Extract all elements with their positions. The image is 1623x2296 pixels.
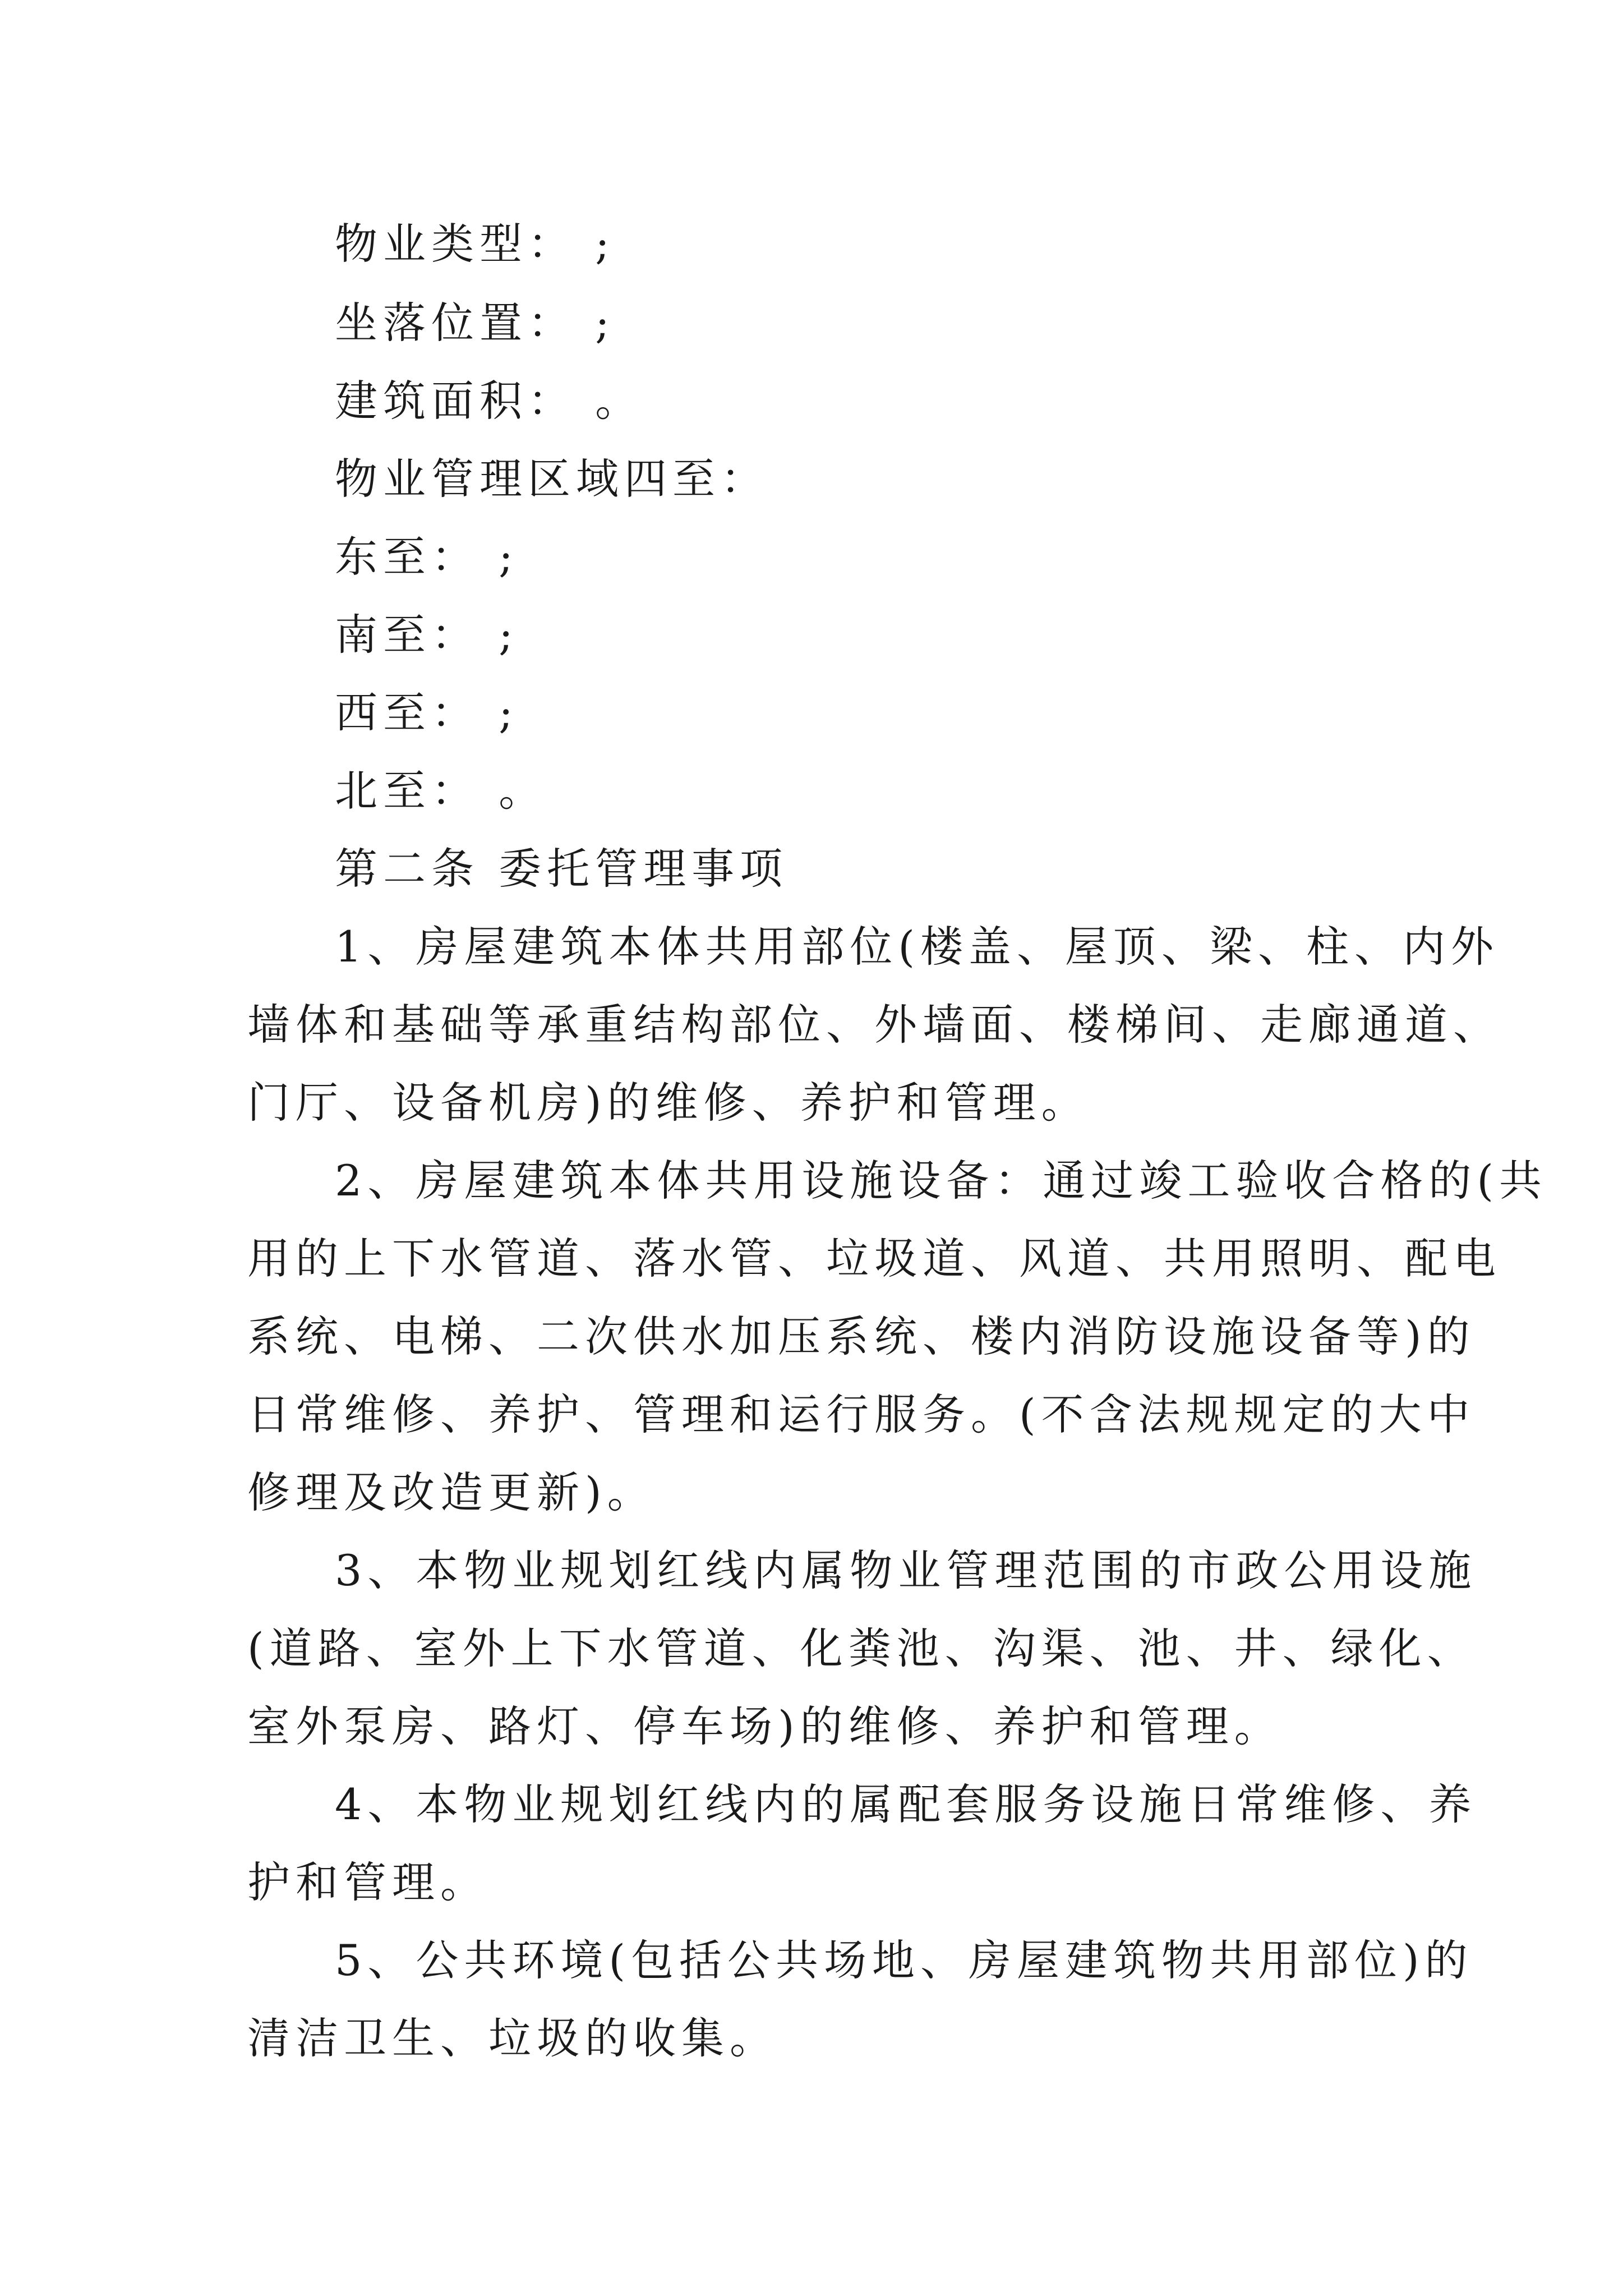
item-1-line-3: 门厅、设备机房)的维修、养护和管理。: [247, 1078, 1090, 1128]
item-3-line-2: (道路、室外上下水管道、化粪池、沟渠、池、井、绿化、: [247, 1623, 1476, 1673]
item-4-line-2: 护和管理。: [247, 1857, 488, 1907]
field-east-boundary: 东至： ;: [335, 532, 519, 582]
item-5-line-2: 清洁卫生、垃圾的收集。: [247, 2013, 778, 2063]
item-1-line-2: 墙体和基础等承重结构部位、外墙面、楼梯间、走廊通道、: [247, 1000, 1501, 1050]
field-location: 坐落位置： ;: [335, 298, 615, 348]
field-boundaries-heading: 物业管理区域四至：: [335, 454, 769, 504]
item-3-line-3: 室外泵房、路灯、停车场)的维修、养护和管理。: [247, 1701, 1283, 1751]
item-4-line-1: 4、本物业规划红线内的属配套服务设施日常维修、养: [335, 1779, 1477, 1829]
field-property-type: 物业类型： ;: [335, 219, 615, 269]
item-1-line-1: 1、房屋建筑本体共用部位(楼盖、屋顶、梁、柱、内外: [335, 922, 1500, 972]
item-2-line-2: 用的上下水管道、落水管、垃圾道、风道、共用照明、配电: [247, 1234, 1501, 1283]
item-2-line-3: 系统、电梯、二次供水加压系统、楼内消防设施设备等)的: [247, 1312, 1476, 1361]
item-3-line-1: 3、本物业规划红线内属物业管理范围的市政公用设施: [335, 1545, 1477, 1595]
field-west-boundary: 西至： ;: [335, 688, 519, 738]
item-2-line-5: 修理及改造更新)。: [247, 1467, 656, 1517]
field-floor-area: 建筑面积： 。: [335, 376, 644, 426]
field-south-boundary: 南至： ;: [335, 610, 519, 660]
item-2-line-4: 日常维修、养护、管理和运行服务。(不含法规规定的大中: [247, 1389, 1476, 1439]
article-heading: 第二条 委托管理事项: [335, 844, 789, 894]
item-2-line-1: 2、房屋建筑本体共用设施设备：通过竣工验收合格的(共: [335, 1156, 1548, 1205]
item-5-line-1: 5、公共环境(包括公共场地、房屋建筑物共用部位)的: [335, 1935, 1473, 1985]
field-north-boundary: 北至： 。: [335, 766, 547, 816]
